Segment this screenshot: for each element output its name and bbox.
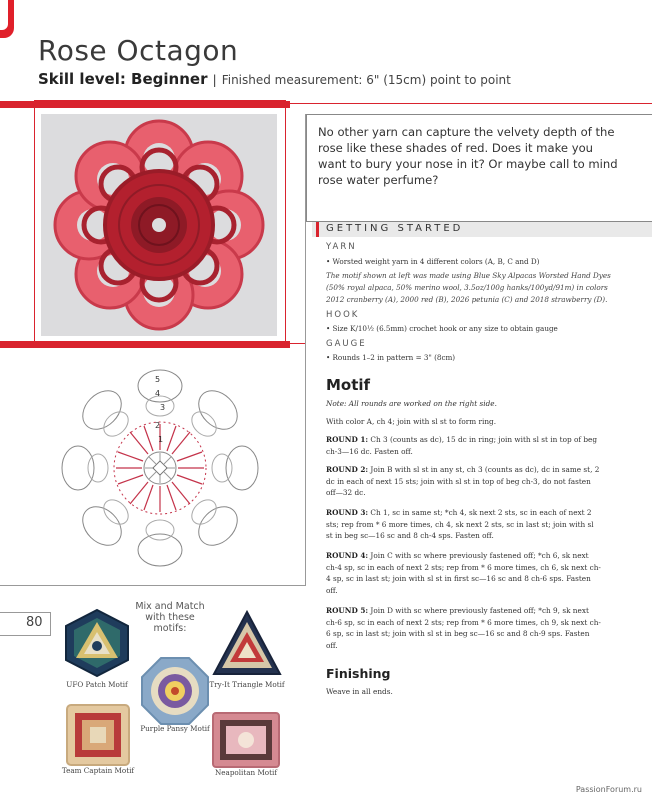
round-1-instruction [326, 434, 602, 457]
yarn-note-1: The motif shown at left was made using Blue Sky Alpacas Worsted Hand Dyes [326, 271, 611, 280]
round-3-instruction [326, 507, 602, 542]
round-text: Ch 3 (counts as dc), 15 dc in ring; join with sl st in top of beg ch-3—16 dc. Fasten off. [326, 435, 598, 456]
round-text: Join B with sl st in any st, ch 3 (counts as dc), dc in same st, 2 dc in each of next 15 sts; join with sl st in top of beg ch-3, do not fasten off—32 dc. [326, 465, 600, 498]
skill-level: Skill level: Beginner [38, 70, 208, 88]
round-text: Join C with sc where previously fastened off; *ch 6, sk next ch-4 sp, sc in each of next 2 sts; rep from * 6 more times, ch 6, sk next ch-4 sp, sc in last st; join with sl st in first sc—16 sc and 8 ch-6 sps. Fasten off. [326, 551, 601, 595]
diagram-divider [0, 585, 306, 586]
motif-photo [41, 114, 277, 336]
hook-requirement: • Size K/10½ (6.5mm) crochet hook or any size to obtain gauge [326, 324, 558, 333]
try-it-triangle-caption: Try-It Triangle Motif [209, 680, 285, 689]
crochet-chart [32, 358, 292, 582]
rose-octagon-photo [41, 114, 277, 336]
round-2-instruction [326, 464, 602, 499]
top-thin-rule [290, 103, 652, 104]
neapolitan-caption: Neapolitan Motif [215, 768, 277, 777]
corner-tab-inner [0, 0, 8, 30]
purple-pansy-caption: Purple Pansy Motif [140, 724, 210, 733]
page-title: Rose Octagon [38, 34, 239, 67]
column-divider [305, 114, 306, 586]
try-it-triangle-thumbnail [212, 610, 282, 678]
finishing-heading: Finishing [326, 666, 391, 681]
gauge-requirement: • Rounds 1–2 in pattern = 3" (8cm) [326, 353, 456, 362]
round-label: ROUND 1: [326, 435, 369, 444]
team-captain-image [66, 704, 130, 766]
round-5-number: 5 [155, 375, 161, 384]
finished-measurement: Finished measurement: 6" (15cm) point to point [221, 73, 511, 87]
round-text: Ch 1, sc in same st; *ch 4, sk next 2 sts, sc in each of next 2 sts; rep from * 6 more times, ch 4, sk next 2 sts, sc in last st; join with sl st in beg sc—16 sc and 8 ch-4 sps. Fasten off. [326, 508, 594, 541]
yarn-heading: YARN [326, 242, 357, 252]
motif-heading: Motif [326, 376, 371, 394]
neapolitan-image [212, 712, 280, 768]
mix-and-match-heading: Mix and Match with these motifs: [135, 601, 205, 634]
purple-pansy-image [140, 656, 210, 726]
page-number: 80 [26, 615, 43, 630]
round-label: ROUND 3: [326, 508, 369, 517]
getting-started-heading: GETTING STARTED [326, 223, 464, 234]
separator: | [212, 73, 217, 87]
round-5-instruction [326, 605, 602, 651]
round-4-instruction [326, 550, 602, 596]
ufo-patch-caption: UFO Patch Motif [66, 680, 128, 689]
crochet-chart-svg [32, 358, 292, 582]
ufo-patch-image [62, 608, 132, 678]
yarn-requirement: • Worsted weight yarn in 4 different colors (A, B, C and D) [326, 257, 540, 266]
hook-heading: HOOK [326, 310, 360, 320]
bottom-thin-rule [290, 343, 306, 344]
round-label: ROUND 5: [326, 606, 369, 615]
purple-pansy-thumbnail [140, 656, 210, 726]
round-label: ROUND 2: [326, 465, 369, 474]
round-3-number: 3 [160, 403, 166, 412]
round-4-number: 4 [155, 389, 161, 398]
motif-start: With color A, ch 4; join with sl st to form ring. [326, 417, 497, 426]
finishing-text: Weave in all ends. [326, 687, 393, 696]
getting-started-accent [316, 222, 319, 237]
team-captain-thumbnail [66, 704, 130, 766]
round-2-number: 2 [155, 421, 161, 430]
neapolitan-thumbnail [212, 712, 280, 768]
gauge-heading: GAUGE [326, 339, 367, 349]
site-watermark: PassionForum.ru [575, 785, 642, 794]
round-1-number: 1 [158, 435, 164, 444]
ufo-patch-thumbnail [62, 608, 132, 678]
round-text: Join D with sc where previously fastened off; *ch 9, sk next ch-6 sp, sc in each of next 2 sts; rep from * 6 more times, ch 9, sk next ch-6 sp, sc in last st; join with sl st in beg sc—16 sc and 8 ch-9 sps. Fasten off. [326, 606, 601, 650]
try-it-triangle-image [212, 610, 282, 678]
yarn-note-3: 2012 cranberry (A), 2000 red (B), 2026 petunia (C) and 2018 strawberry (D). [326, 295, 608, 304]
motif-note: Note: All rounds are worked on the right side. [326, 399, 497, 408]
intro-text: No other yarn can capture the velvety depth of the rose like these shades of red. Does it make you want to bury your nose in it? Or maybe call to mind rose water perfume? [318, 125, 618, 187]
round-label: ROUND 4: [326, 551, 369, 560]
team-captain-caption: Team Captain Motif [61, 766, 135, 775]
subtitle-line [38, 69, 511, 88]
yarn-note-2: (50% royal alpaca, 50% merino wool, 3.5oz/100g hanks/100yd/91m) in colors [326, 283, 608, 292]
